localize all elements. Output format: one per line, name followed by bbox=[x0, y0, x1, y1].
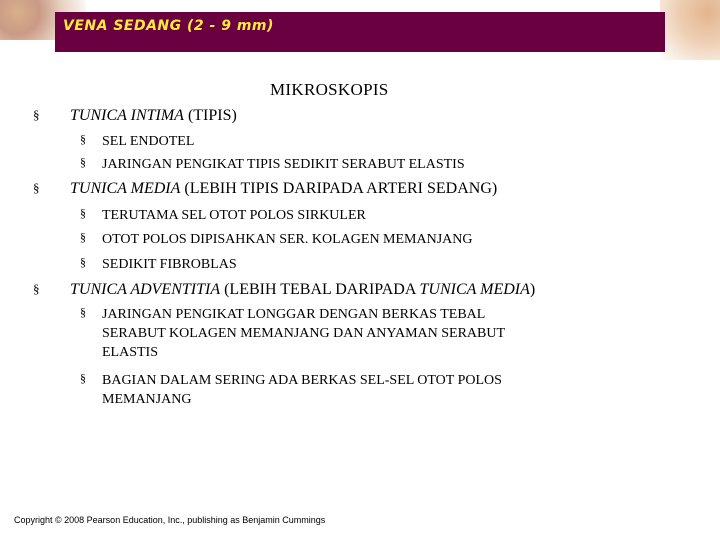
bullet-icon: § bbox=[80, 206, 86, 220]
list-item-text: JARINGAN PENGIKAT LONGGAR DENGAN BERKAS TEBAL SERABUT KOLAGEN MEMANJANG DAN ANYAMAN SERABUT ELASTIS bbox=[102, 307, 506, 360]
title-bar bbox=[55, 12, 665, 52]
slide-title: VENA SEDANG (2 - 9 mm) bbox=[63, 18, 274, 34]
section-title: TUNICA MEDIA (LEBIH TIPIS DARIPADA ARTERI SEDANG) bbox=[70, 180, 498, 197]
section-heading: MIKROSKOPIS bbox=[270, 80, 389, 99]
bullet-icon: § bbox=[33, 107, 40, 122]
list-item-text: SEDIKIT FIBROBLAS bbox=[102, 257, 237, 272]
list-item-text: TERUTAMA SEL OTOT POLOS SIRKULER bbox=[102, 208, 366, 223]
bullet-icon: § bbox=[80, 255, 86, 269]
bullet-icon: § bbox=[80, 155, 86, 169]
list-item-text: BAGIAN DALAM SERING ADA BERKAS SEL-SEL OTOT POLOS MEMANJANG bbox=[102, 373, 502, 407]
bullet-icon: § bbox=[80, 371, 86, 385]
bullet-icon: § bbox=[80, 230, 86, 244]
bullet-icon: § bbox=[80, 132, 86, 146]
list-item-text: OTOT POLOS DIPISAHKAN SER. KOLAGEN MEMANJANG bbox=[102, 232, 473, 247]
corner-decoration-right bbox=[660, 0, 720, 60]
section-title: TUNICA INTIMA (TIPIS) bbox=[70, 107, 237, 124]
bullet-icon: § bbox=[80, 305, 86, 319]
list-item-text: JARINGAN PENGIKAT TIPIS SEDIKIT SERABUT ELASTIS bbox=[102, 157, 465, 172]
section-title: TUNICA ADVENTITIA (LEBIH TEBAL DARIPADA TUNICA MEDIA) bbox=[70, 281, 536, 298]
bullet-icon: § bbox=[33, 281, 40, 296]
copyright-notice: Copyright © 2008 Pearson Education, Inc., publishing as Benjamin Cummings bbox=[14, 515, 326, 525]
list-item-text: SEL ENDOTEL bbox=[102, 134, 195, 149]
bullet-icon: § bbox=[33, 180, 40, 195]
